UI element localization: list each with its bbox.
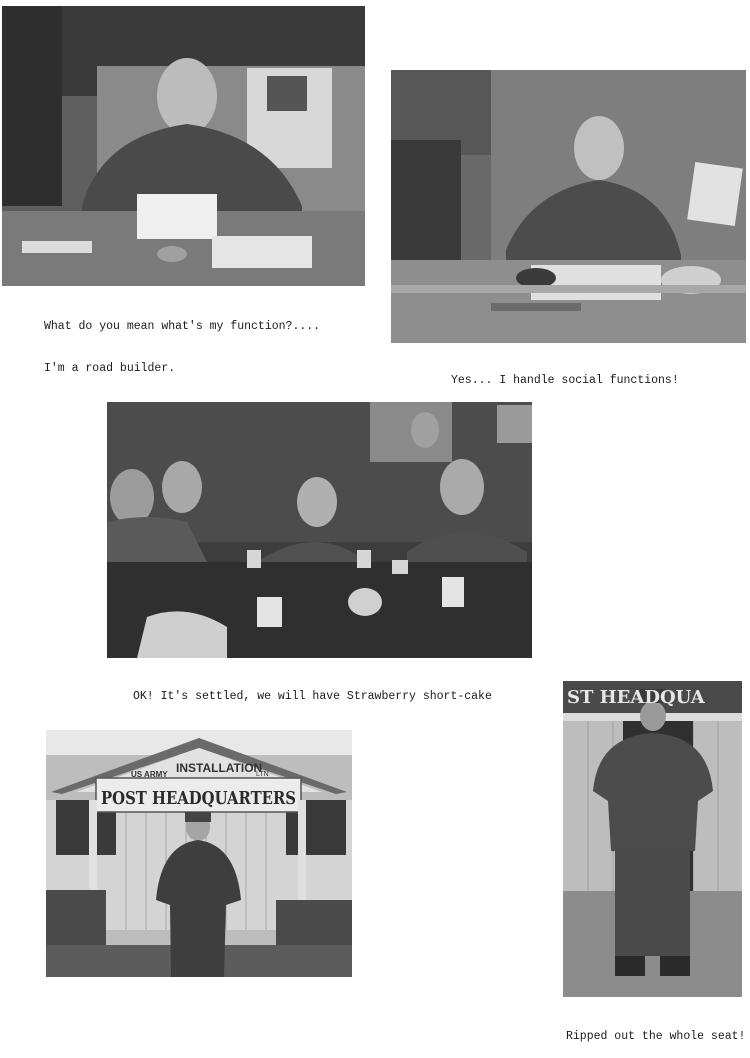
caption-line: Yes... I handle social functions! bbox=[451, 374, 679, 387]
sign-headquarters-partial: ST HEADQUA bbox=[567, 687, 705, 708]
caption-photo-1 bbox=[44, 292, 320, 390]
caption-line: I'm a road builder. bbox=[44, 362, 176, 375]
caption-photo-2 bbox=[451, 346, 679, 402]
sign-post-headquarters: POST HEADQUARTERS bbox=[101, 788, 296, 809]
caption-line: OK! It's settled, we will have Strawberry short-cake bbox=[133, 690, 492, 703]
sign-installation: INSTALLATION bbox=[176, 761, 263, 775]
photo-conference bbox=[107, 402, 532, 658]
photo-soldier-standing bbox=[563, 681, 742, 997]
caption-line: Ripped out the whole seat! bbox=[566, 1030, 746, 1043]
photo-officer-smiling bbox=[391, 70, 746, 343]
caption-line: What do you mean what's my function?.... bbox=[44, 320, 321, 333]
sign-ltn: LTN bbox=[256, 771, 269, 778]
sign-us-army: US ARMY bbox=[131, 770, 168, 779]
photo-officer-at-desk bbox=[2, 6, 365, 286]
caption-photo-5 bbox=[566, 1002, 745, 1058]
photo-post-headquarters bbox=[46, 730, 352, 977]
